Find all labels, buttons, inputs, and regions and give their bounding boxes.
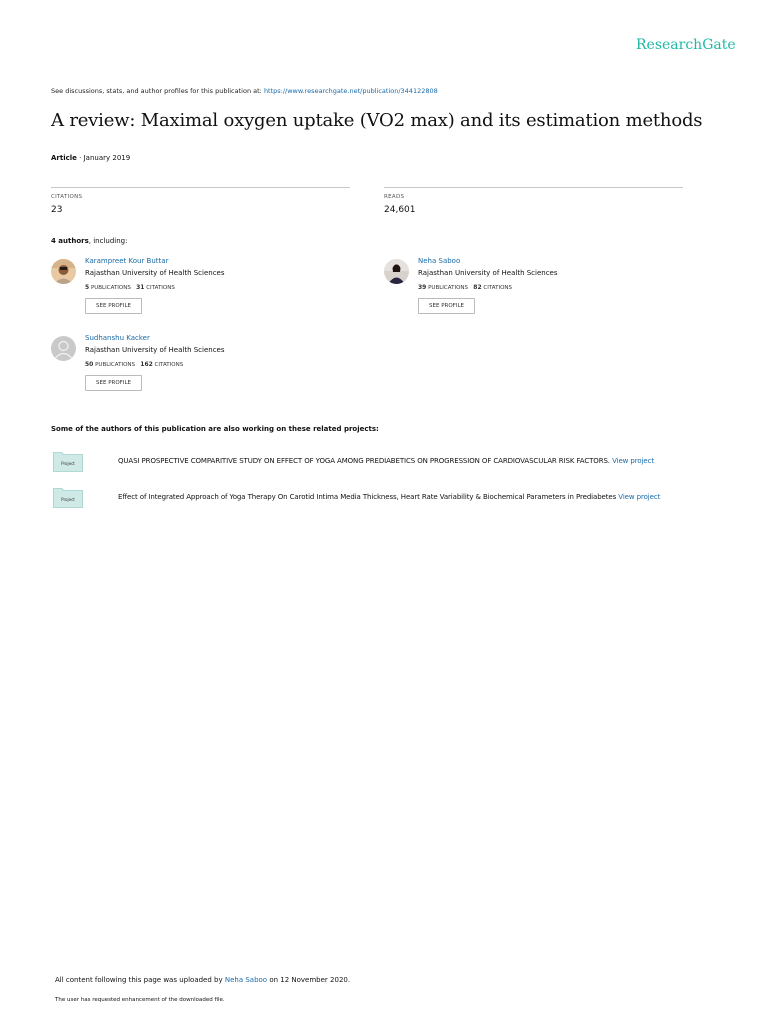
- authors-count: 4 authors: [51, 237, 89, 245]
- view-project-link[interactable]: View project: [612, 457, 654, 465]
- author-avatar[interactable]: [51, 259, 76, 284]
- reads-divider: [384, 187, 683, 188]
- default-avatar-icon[interactable]: [51, 336, 76, 361]
- project-folder-icon[interactable]: [53, 452, 83, 472]
- project-title: Effect of Integrated Approach of Yoga Therapy On Carotid Intima Media Thickness, Heart Rate Variability & Biochemical Parameters in Prediabetes: [118, 493, 617, 501]
- view-project-link[interactable]: View project: [618, 493, 661, 501]
- authors-suffix: , including:: [88, 237, 128, 245]
- author-name-link[interactable]: Karampreet Kour Buttar: [85, 257, 169, 265]
- author-publications-label: PUBLICATIONS: [90, 285, 131, 291]
- author-publications-count: 50: [85, 361, 94, 368]
- upload-suffix: on 12 November 2020.: [267, 976, 351, 984]
- citations-value: 23: [51, 205, 63, 215]
- author-affiliation: Rajasthan University of Health Sciences: [418, 269, 558, 277]
- discussion-prefix: See discussions, stats, and author profiles for this publication at:: [51, 87, 264, 95]
- project-text: [118, 457, 654, 465]
- project-icon-label: Project: [61, 497, 75, 502]
- author-name-link[interactable]: Neha Saboo: [418, 257, 461, 265]
- publication-date: · January 2019: [76, 154, 131, 162]
- author-citations-count: 31: [136, 284, 145, 291]
- author-publications-count: 5: [85, 284, 90, 291]
- author-stats: [418, 284, 512, 291]
- author-name-link[interactable]: Sudhanshu Kacker: [85, 334, 150, 342]
- related-project-row: [53, 452, 693, 474]
- author-citations-count: 82: [473, 284, 482, 291]
- enhancement-note: The user has requested enhancement of the downloaded file.: [55, 997, 225, 1003]
- author-stats: [85, 284, 175, 291]
- author-card: [51, 336, 361, 406]
- author-affiliation: Rajasthan University of Health Sciences: [85, 269, 225, 277]
- citations-label: CITATIONS: [51, 194, 83, 200]
- upload-note: [55, 976, 350, 984]
- publication-url-link[interactable]: https://www.researchgate.net/publication/344122808: [263, 87, 438, 95]
- authors-heading: [51, 237, 127, 245]
- related-projects-heading: Some of the authors of this publication are also working on these related projects:: [51, 425, 379, 433]
- publication-type: Article: [51, 154, 77, 162]
- see-profile-button[interactable]: SEE PROFILE: [418, 298, 475, 314]
- author-avatar[interactable]: [384, 259, 409, 284]
- author-card: [51, 259, 361, 329]
- author-citations-count: 162: [140, 361, 153, 368]
- reads-value: 24,601: [384, 205, 416, 215]
- author-publications-count: 39: [418, 284, 427, 291]
- upload-prefix: All content following this page was uploaded by: [55, 976, 225, 984]
- author-affiliation: Rajasthan University of Health Sciences: [85, 346, 225, 354]
- see-profile-button[interactable]: SEE PROFILE: [85, 298, 142, 314]
- project-text: [118, 493, 660, 501]
- author-citations-label: CITATIONS: [483, 285, 513, 291]
- author-publications-label: PUBLICATIONS: [95, 362, 136, 368]
- related-project-row: [53, 488, 693, 510]
- project-icon-label: Project: [61, 461, 75, 466]
- author-card: [384, 259, 694, 329]
- project-title: QUASI PROSPECTIVE COMPARITIVE STUDY ON EFFECT OF YOGA AMONG PREDIABETICS ON PROGRESSION OF CARDIOVASCULAR RISK FACTORS.: [118, 457, 610, 465]
- researchgate-logo[interactable]: ResearchGate: [636, 37, 736, 53]
- reads-label: READS: [384, 194, 405, 200]
- author-citations-label: CITATIONS: [146, 285, 175, 291]
- publication-meta: [51, 154, 130, 162]
- author-citations-label: CITATIONS: [154, 362, 184, 368]
- discussion-line: [51, 87, 438, 95]
- citations-divider: [51, 187, 350, 188]
- publication-title: A review: Maximal oxygen uptake (VO2 max) and its estimation methods: [51, 110, 703, 131]
- see-profile-button[interactable]: SEE PROFILE: [85, 375, 142, 391]
- uploader-link[interactable]: Neha Saboo: [224, 976, 268, 984]
- author-publications-label: PUBLICATIONS: [428, 285, 469, 291]
- author-stats: [85, 361, 183, 368]
- project-folder-icon[interactable]: [53, 488, 83, 508]
